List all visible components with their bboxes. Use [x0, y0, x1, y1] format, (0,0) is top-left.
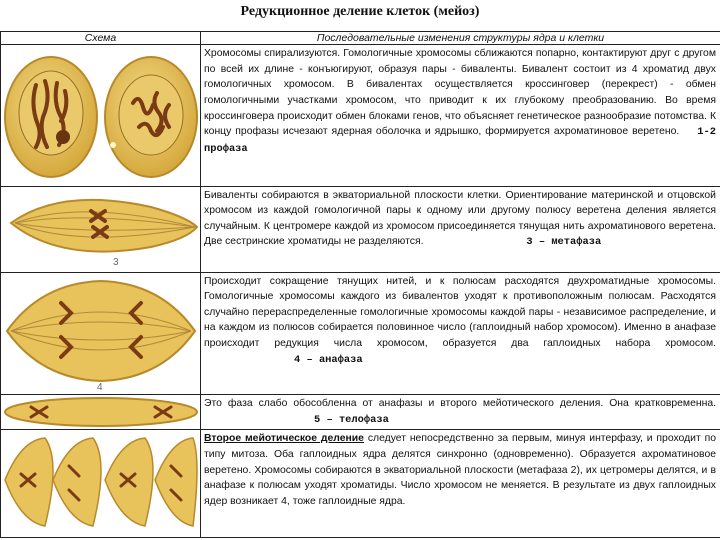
scheme-cell-prophase	[1, 45, 201, 186]
scheme-cell-telophase	[1, 395, 201, 430]
table-row	[1, 186, 720, 272]
stage-label-prophase: 1-2 профаза	[204, 126, 716, 155]
table-row	[1, 430, 720, 538]
figure-number: 3	[113, 256, 119, 268]
description-telophase: Это фаза слабо обособленна от анафазы и второго мейотического деления. Она кратковременна.	[204, 398, 716, 410]
table-header-row	[1, 32, 720, 45]
description-cell-metaphase	[201, 186, 720, 272]
spindle-cell	[11, 199, 197, 251]
description-cell-meiosis2	[201, 430, 720, 538]
centriole	[110, 142, 116, 148]
description-anaphase: Происходит сокращение тянущих нитей, и к полюсам расходятся двухроматидные хромосомы. Гомологичные хромосомы каждого из бивалентов уходят к противоположным полюсам. Расходятся случайно перераспределенные гомологичные хромосомы каждой пары - независимое распределение, и на каждом из полюсов собирается половинное число (гаплоидный набор хромосом). Именно в анафазе происходит редукция числа хромосом, образуется два гаплоидных набора хромосом.	[204, 275, 716, 349]
prophase-illustration	[1, 45, 201, 183]
scheme-cell-anaphase	[1, 272, 201, 395]
nucleus-1	[19, 71, 83, 155]
telophase-cell	[5, 398, 197, 426]
anaphase-cell	[7, 281, 195, 381]
description-prophase: Хромосомы спирализуются. Гомологичные хромосомы сближаются попарно, контактируют друг с другом по всей их длине - конъюгируют, образуя пары - биваленты. Бивалент состоит из 4 хроматид двух гомологичных хромосом. В бивалентах осуществляется кроссинговер (перекрест) - обмен гомологичными участками хромосом, что приводит к их глубокому преобразованию. Во время кроссинговера происходит обмен блоками генов, что объясняет генетическое разнообразие потомства. К концу профазы исчезают ядерная оболочка и ядрышко, формируется ахроматиновое веретено.	[204, 48, 716, 138]
page-title: Редукционное деление клеток (мейоз)	[240, 4, 480, 19]
anaphase-illustration	[1, 273, 201, 393]
header-changes: Последовательные изменения структуры ядра и клетки	[201, 32, 720, 45]
nucleus-2	[119, 75, 183, 155]
stage-label-anaphase: 4 – анафаза	[294, 353, 363, 366]
telophase-illustration	[1, 395, 201, 429]
scheme-cell-metaphase	[1, 186, 201, 272]
meiosis-table	[0, 31, 720, 538]
header-scheme: Схема	[1, 32, 201, 45]
table-row	[1, 272, 720, 395]
meiosis2-heading: Второе мейотическое деление	[204, 433, 364, 445]
description-cell-telophase	[201, 395, 720, 430]
metaphase-illustration	[1, 187, 201, 271]
description-meiosis2: следует непосредственно за первым, минуя интерфазу, и проходит по типу митоза. Оба гаплоидных ядра делятся синхронно (одновременно). Образуется ахроматиновое веретено. Хромосомы собираются в экваториальной плоскости (метафаза 2), их цетромеры делятся, и в анафазе к полюсам уходят хроматиды. Число хромосом не меняется. В результате из двух гаплоидных ядер возникает 4, тоже гаплоидные ядра.	[204, 433, 716, 507]
figure-number: 4	[97, 381, 103, 393]
table-row	[1, 45, 720, 186]
meiosis2-illustration	[1, 430, 201, 535]
description-cell-prophase	[201, 45, 720, 186]
table-row	[1, 395, 720, 430]
stage-label-metaphase: 3 – метафаза	[526, 236, 602, 249]
stage-label-telophase: 5 – телофаза	[314, 414, 389, 427]
scheme-cell-meiosis2	[1, 430, 201, 538]
nucleolus	[56, 130, 70, 144]
meiosis2-cells	[5, 438, 197, 526]
description-metaphase: Биваленты собираются в экваториальной плоскости клетки. Ориентирование материнской и отцовской хромосом из каждой гомологичной пары к одному или другому полюсу веретена деления является случайным. К центромере каждой из хромосом присоединяется тянущая нить ахроматинового веретена. Две сестринские хроматиды не разделяются.	[204, 189, 716, 248]
description-cell-anaphase	[201, 272, 720, 395]
